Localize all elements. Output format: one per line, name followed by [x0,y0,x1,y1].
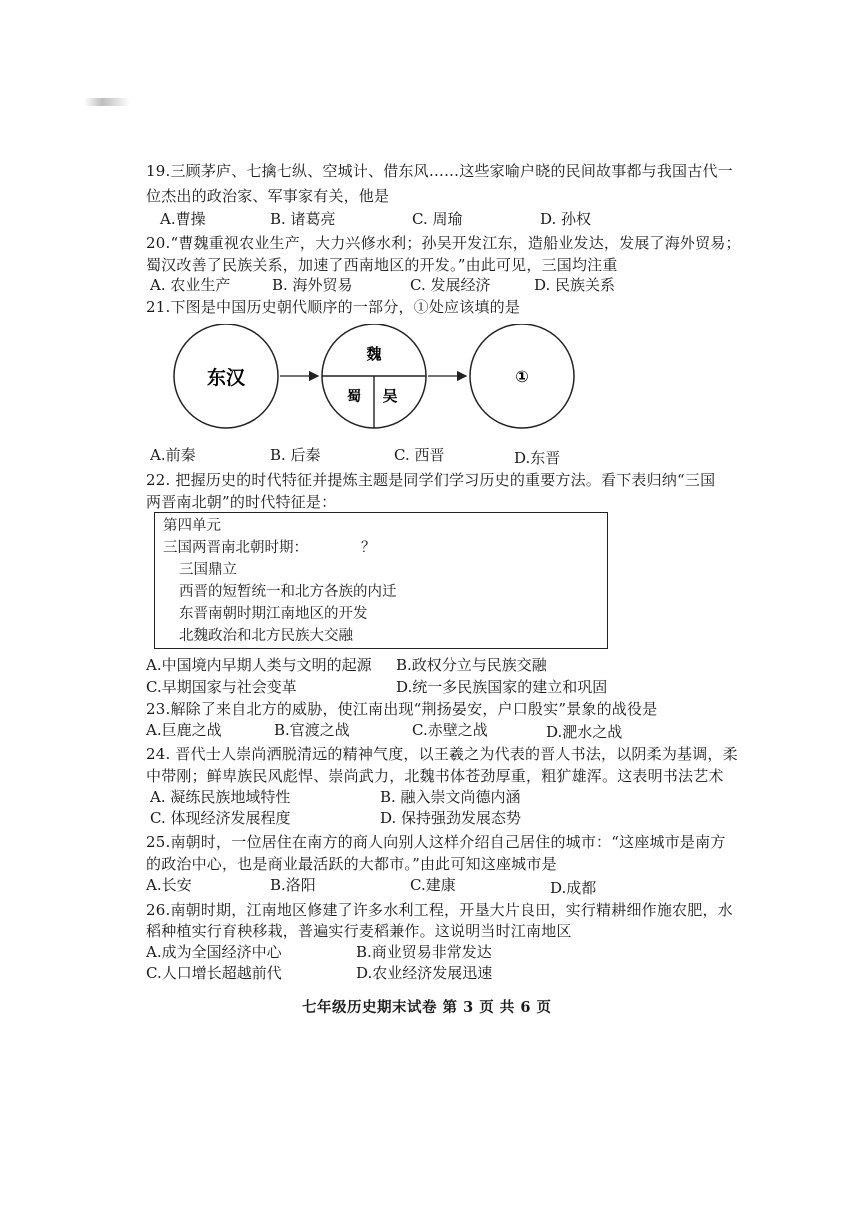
q23-option-c: C.赤壁之战 [412,721,488,739]
wu-label: 吴 [382,387,398,405]
scan-artifact [84,98,130,106]
unit-title: 第四单元 [163,518,221,534]
question-22-line-1: 22. 把握历史的时代特征并提炼主题是同学们学习历史的重要方法。看下表归纳“三国 [146,471,716,489]
unit-item: 西晋的短暂统一和北方各族的内迁 [179,584,397,600]
question-25-line-1: 25.南朝时，一位居住在南方的商人向别人这样介绍自己居住的城市：“这座城市是南方 [146,833,726,851]
dynasty-sequence-diagram [170,324,580,434]
q22-option-c: C.早期国家与社会变革 [146,678,297,696]
question-19-line-1: 19.三顾茅庐、七擒七纵、空城计、借东风……这些家喻户晓的民间故事都与我国古代一 [146,162,733,180]
question-21-line-1: 21.下图是中国历史朝代顺序的一部分，①处应该填的是 [146,298,521,316]
unit-summary-box [154,512,608,649]
q21-option-d: D.东晋 [514,449,561,467]
question-19-line-2: 位杰出的政治家、军事家有关，他是 [146,187,390,205]
question-20-line-2: 蜀汉改善了民族关系，加速了西南地区的开发。”由此可见，三国均注重 [146,256,618,274]
q23-option-a: A.巨鹿之战 [146,721,222,739]
q19-option-b: B. 诸葛亮 [270,210,336,228]
q26-option-d: D.农业经济发展迅速 [356,964,493,982]
q20-option-a: A. 农业生产 [150,276,231,294]
wei-label: 魏 [366,345,382,363]
question-25-line-2: 的政治中心，也是商业最活跃的大都市。”由此可知这座城市是 [146,855,557,873]
eastern-han-label: 东汉 [206,367,246,389]
q21-option-c: C. 西晋 [394,446,445,464]
q20-option-b: B. 海外贸易 [272,276,353,294]
q19-option-a: A.曹操 [160,210,206,228]
q21-option-b: B. 后秦 [270,446,321,464]
q26-option-b: B.商业贸易非常发达 [356,943,492,961]
q23-option-d: D.淝水之战 [546,723,623,741]
q20-option-c: C. 发展经济 [410,276,491,294]
question-20-line-1: 20.“曹魏重视农业生产，大力兴修水利；孙吴开发江东，造船业发达，发展了海外贸易； [146,234,741,252]
q24-option-d: D. 保持强劲发展态势 [380,809,522,827]
shu-label: 蜀 [347,389,361,405]
q22-option-b: B.政权分立与民族交融 [396,656,547,674]
question-26-line-1: 26.南朝时期，江南地区修建了许多水利工程，开垦大片良田，实行精耕细作施农肥，水 [146,901,733,919]
q19-option-d: D. 孙权 [540,210,592,228]
unit-item: 东晋南朝时期江南地区的开发 [179,606,368,622]
q24-option-a: A. 凝练民族地域特性 [150,788,291,806]
q20-option-d: D. 民族关系 [534,276,616,294]
unit-item: 三国鼎立 [179,562,237,578]
q24-option-c: C. 体现经济发展程度 [150,809,291,827]
q26-option-c: C.人口增长超越前代 [146,964,282,982]
period-label: 三国两晋南北朝时期： [163,540,308,556]
q22-option-d: D.统一多民族国家的建立和巩固 [396,678,608,696]
q19-option-c: C. 周瑜 [412,210,463,228]
question-24-line-1: 24. 晋代士人崇尚洒脱清远的精神气度，以王羲之为代表的晋人书法，以阴柔为基调，柔 [146,745,738,763]
q25-option-d: D.成都 [550,879,597,897]
q22-option-a: A.中国境内早期人类与文明的起源 [146,656,372,674]
q25-option-b: B.洛阳 [270,876,316,894]
page-footer: 七年级历史期末试卷 第 3 页 共 6 页 [302,999,552,1016]
question-26-line-2: 稻种植实行育秧移栽，普遍实行麦稻兼作。这说明当时江南地区 [146,922,572,940]
question-24-line-2: 中带刚；鲜卑族民风彪悍、崇尚武力，北魏书体苍劲厚重，粗犷雄浑。这表明书法艺术 [146,767,724,785]
q24-option-b: B. 融入崇文尚德内涵 [380,788,521,806]
unit-item: 北魏政治和北方民族大交融 [179,628,353,644]
q25-option-c: C.建康 [410,876,456,894]
q26-option-a: A.成为全国经济中心 [146,943,282,961]
q23-option-b: B.官渡之战 [274,721,350,739]
question-23-line-1: 23.解除了来自北方的威胁，使江南出现“荆扬晏安，户口殷实”景象的战役是 [146,700,658,718]
blank-dynasty-marker: ① [515,367,529,386]
q21-option-a: A.前秦 [150,446,196,464]
question-22-line-2: 两晋南北朝”的时代特征是： [146,493,337,511]
unknown-theme-mark: ？ [361,540,376,556]
q25-option-a: A.长安 [146,876,192,894]
